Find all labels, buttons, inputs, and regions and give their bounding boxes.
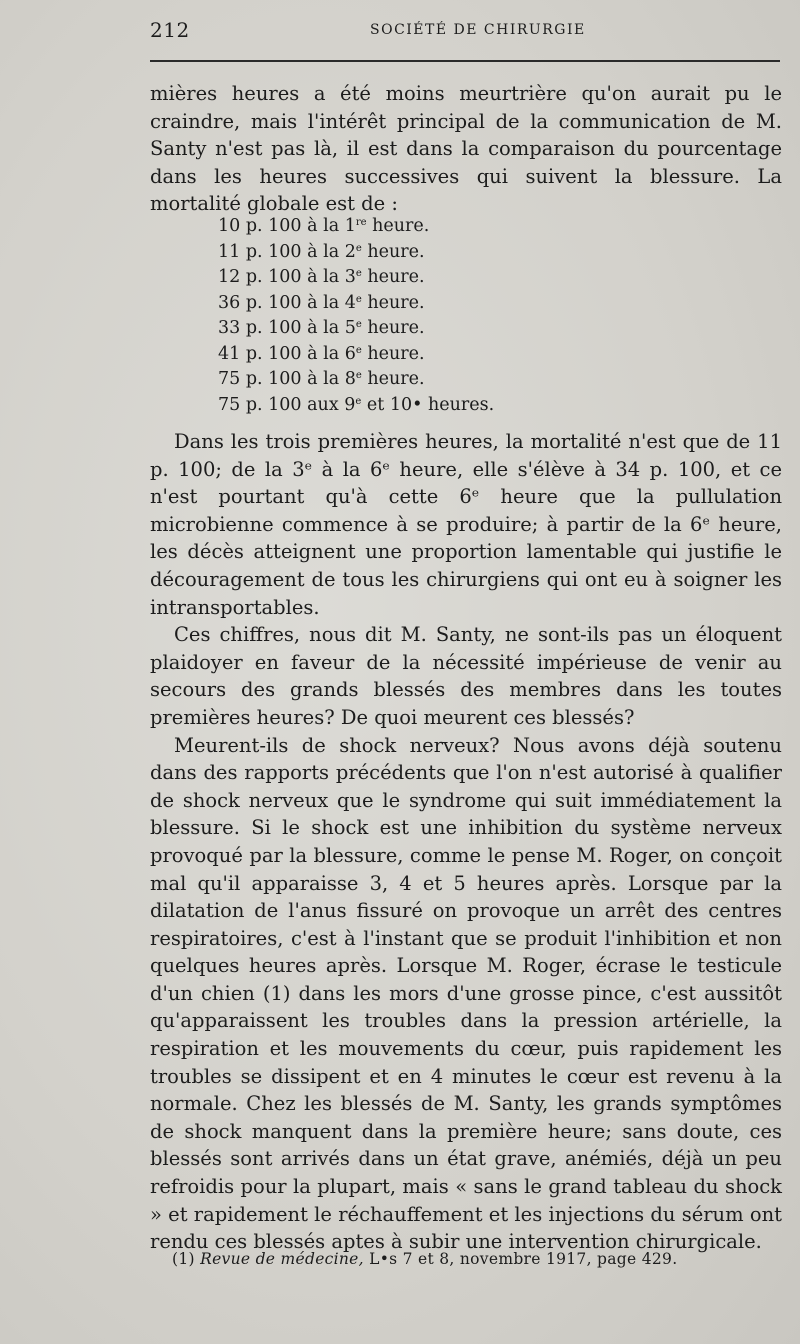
lead-paragraph [150, 80, 782, 218]
mortality-item: 11 p. 100 à la 2e heure. [218, 241, 425, 262]
page-number: 212 [150, 18, 190, 42]
running-title: SOCIÉTÉ DE CHIRURGIE [370, 22, 586, 38]
footnote-citation: L•s 7 et 8, novembre 1917, page 429. [369, 1250, 678, 1268]
lead-paragraph-text: mières heures a été moins meurtrière qu'on aurait pu le craindre, mais l'intérêt principal de la communication de M. Santy n'est pas là, il est dans la comparaison du pourcentage dans les heures successives qui suivent la blessure. La mortalité globale est de : [150, 82, 782, 216]
paragraph: Meurent-ils de shock nerveux? Nous avons déjà soutenu dans des rapports précédents que l'on n'est autorisé à qualifier de shock nerveux que le syndrome qui suit immédiatement la blessure. Si le shock est une inhibition du système nerveux provoqué par la blessure, comme le pense M. Roger, on conçoit mal qu'il apparaisse 3, 4 et 5 heures après. Lorsque par la dilatation de l'anus fissuré on provoque un arrêt des centres respiratoires, c'est à l'instant que se produit l'inhibition et non quelques heures après. Lorsque M. Roger, écrase le testicule d'un chien (1) dans les mors d'une grosse pince, c'est aussitôt qu'apparaissent les troubles dans la pression artérielle, la respiration et les mouvements du cœur, puis rapidement les troubles se dissipent et en 4 minutes le cœur est revenu à la normale. Chez les blessés de M. Santy, les grands symptômes de shock manquent dans la première heure; sans doute, ces blessés sont arrivés dans un état grave, anémiés, déjà un peu refroidis pour la plupart, mais « sans le grand tableau du shock » et rapidement le réchauffement et les injections du sérum ont rendu ces blessés aptes à subir une intervention chirurgicale. [150, 733, 782, 1254]
body-text [150, 428, 782, 1256]
mortality-list [218, 214, 494, 418]
footnote-journal: Revue de médecine, [200, 1250, 364, 1268]
mortality-item: 41 p. 100 à la 6e heure. [218, 343, 425, 364]
mortality-item: 75 p. 100 aux 9e et 10• heures. [218, 394, 495, 415]
mortality-item: 12 p. 100 à la 3e heure. [218, 267, 425, 287]
paragraph: Ces chiffres, nous dit M. Santy, ne sont-ils pas un éloquent plaidoyer en faveur de la nécessité impérieuse de venir au secours des grands blessés des membres dans les toutes premières heures? De quoi meurent ces blessés? [150, 623, 782, 729]
paragraph: Dans les trois premières heures, la mortalité n'est que de 11 p. 100; de la 3ᵉ à la 6ᵉ heure, elle s'élève à 34 p. 100, et ce n'est pourtant qu'à cette 6ᵉ heure que la pullulation microbienne commence à se produire; à partir de la 6ᵉ heure, les décès atteignent une proportion lamentable qui justifie le découragement de tous les chirurgiens qui ont eu à soigner les intransportables. [150, 430, 782, 619]
footnote [172, 1250, 677, 1268]
mortality-item: 10 p. 100 à la 1re heure. [218, 216, 430, 236]
footnote-marker: (1) [172, 1250, 195, 1268]
header-rule [150, 60, 780, 62]
running-head [150, 18, 780, 48]
mortality-item: 75 p. 100 à la 8e heure. [218, 369, 425, 389]
mortality-item: 33 p. 100 à la 5e heure. [218, 318, 425, 338]
mortality-item: 36 p. 100 à la 4e heure. [218, 292, 425, 313]
